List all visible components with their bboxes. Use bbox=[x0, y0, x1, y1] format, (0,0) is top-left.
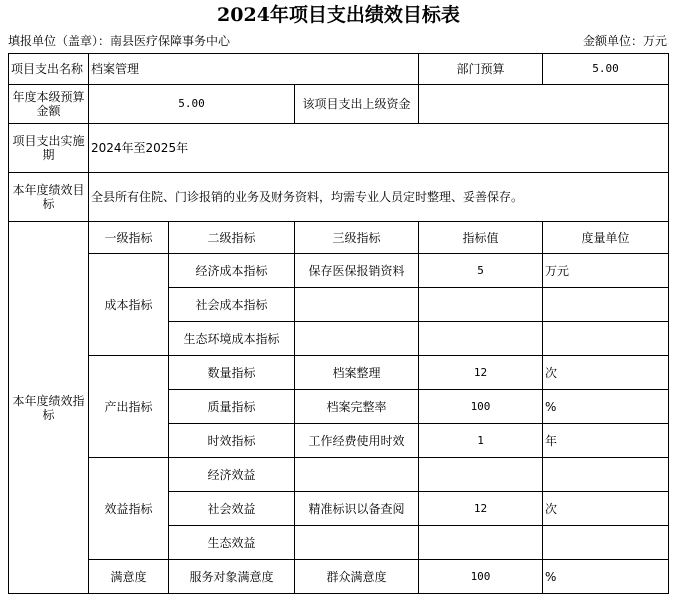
level2-indicator: 社会成本指标 bbox=[169, 288, 295, 322]
level2-indicator: 服务对象满意度 bbox=[169, 560, 295, 594]
level3-indicator bbox=[295, 322, 419, 356]
indicators-label: 本年度绩效指标 bbox=[9, 222, 89, 594]
level3-indicator bbox=[295, 288, 419, 322]
row-goal bbox=[9, 173, 669, 222]
indicator-unit bbox=[543, 458, 669, 492]
indicator-value: 12 bbox=[419, 356, 543, 390]
indicator-unit: % bbox=[543, 560, 669, 594]
indicator-unit bbox=[543, 526, 669, 560]
level3-indicator: 保存医保报销资料 bbox=[295, 254, 419, 288]
level3-indicator bbox=[295, 526, 419, 560]
row-project-name bbox=[9, 54, 669, 85]
upper-funds-value bbox=[419, 85, 669, 124]
level1-indicator: 效益指标 bbox=[89, 458, 169, 560]
level1-indicator: 成本指标 bbox=[89, 254, 169, 356]
performance-target-table bbox=[8, 53, 669, 594]
indicator-value bbox=[419, 526, 543, 560]
indicator-header-row bbox=[9, 222, 669, 254]
level2-indicator: 社会效益 bbox=[169, 492, 295, 526]
level2-indicator: 质量指标 bbox=[169, 390, 295, 424]
indicator-unit: 次 bbox=[543, 492, 669, 526]
indicator-value: 12 bbox=[419, 492, 543, 526]
indicator-value: 100 bbox=[419, 390, 543, 424]
header-value: 指标值 bbox=[419, 222, 543, 254]
level3-indicator: 精准标识以备查阅 bbox=[295, 492, 419, 526]
level3-indicator bbox=[295, 458, 419, 492]
indicator-value: 1 bbox=[419, 424, 543, 458]
header-level3: 三级指标 bbox=[295, 222, 419, 254]
indicator-row bbox=[9, 560, 669, 594]
indicator-unit bbox=[543, 288, 669, 322]
level2-indicator: 经济成本指标 bbox=[169, 254, 295, 288]
goal-value: 全县所有住院、门诊报销的业务及财务资料，均需专业人员定时整理、妥善保存。 bbox=[89, 173, 669, 222]
reporting-unit: 填报单位（盖章）：南县医疗保障事务中心 bbox=[8, 34, 231, 48]
indicator-unit bbox=[543, 322, 669, 356]
year-budget-label: 年度本级预算金额 bbox=[9, 85, 89, 124]
level2-indicator: 生态环境成本指标 bbox=[169, 322, 295, 356]
indicator-unit: 万元 bbox=[543, 254, 669, 288]
level1-indicator: 产出指标 bbox=[89, 356, 169, 458]
indicator-value: 100 bbox=[419, 560, 543, 594]
level2-indicator: 生态效益 bbox=[169, 526, 295, 560]
upper-funds-label: 该项目支出上级资金 bbox=[295, 85, 419, 124]
level2-indicator: 经济效益 bbox=[169, 458, 295, 492]
project-name-label: 项目支出名称 bbox=[9, 54, 89, 85]
level3-indicator: 工作经费使用时效 bbox=[295, 424, 419, 458]
dept-budget-value: 5.00 bbox=[543, 54, 669, 85]
indicator-value bbox=[419, 458, 543, 492]
dept-budget-label: 部门预算 bbox=[419, 54, 543, 85]
level2-indicator: 数量指标 bbox=[169, 356, 295, 390]
level1-indicator: 满意度 bbox=[89, 560, 169, 594]
page-title: 2024年项目支出绩效目标表 bbox=[217, 4, 460, 26]
indicator-row bbox=[9, 356, 669, 390]
indicator-value bbox=[419, 322, 543, 356]
indicator-row bbox=[9, 458, 669, 492]
period-label: 项目支出实施期 bbox=[9, 124, 89, 173]
period-value: 2024年至2025年 bbox=[89, 124, 669, 173]
header-level1: 一级指标 bbox=[89, 222, 169, 254]
indicator-unit: 次 bbox=[543, 356, 669, 390]
indicator-unit: 年 bbox=[543, 424, 669, 458]
year-budget-value: 5.00 bbox=[89, 85, 295, 124]
indicator-row bbox=[9, 254, 669, 288]
header-level2: 二级指标 bbox=[169, 222, 295, 254]
indicator-unit: % bbox=[543, 390, 669, 424]
row-year-budget bbox=[9, 85, 669, 124]
level3-indicator: 群众满意度 bbox=[295, 560, 419, 594]
row-period bbox=[9, 124, 669, 173]
indicator-value bbox=[419, 288, 543, 322]
amount-unit: 金额单位：万元 bbox=[582, 34, 667, 48]
goal-label: 本年度绩效目标 bbox=[9, 173, 89, 222]
project-name-value: 档案管理 bbox=[89, 54, 419, 85]
indicator-value: 5 bbox=[419, 254, 543, 288]
level3-indicator: 档案整理 bbox=[295, 356, 419, 390]
level2-indicator: 时效指标 bbox=[169, 424, 295, 458]
level3-indicator: 档案完整率 bbox=[295, 390, 419, 424]
header-unit: 度量单位 bbox=[543, 222, 669, 254]
